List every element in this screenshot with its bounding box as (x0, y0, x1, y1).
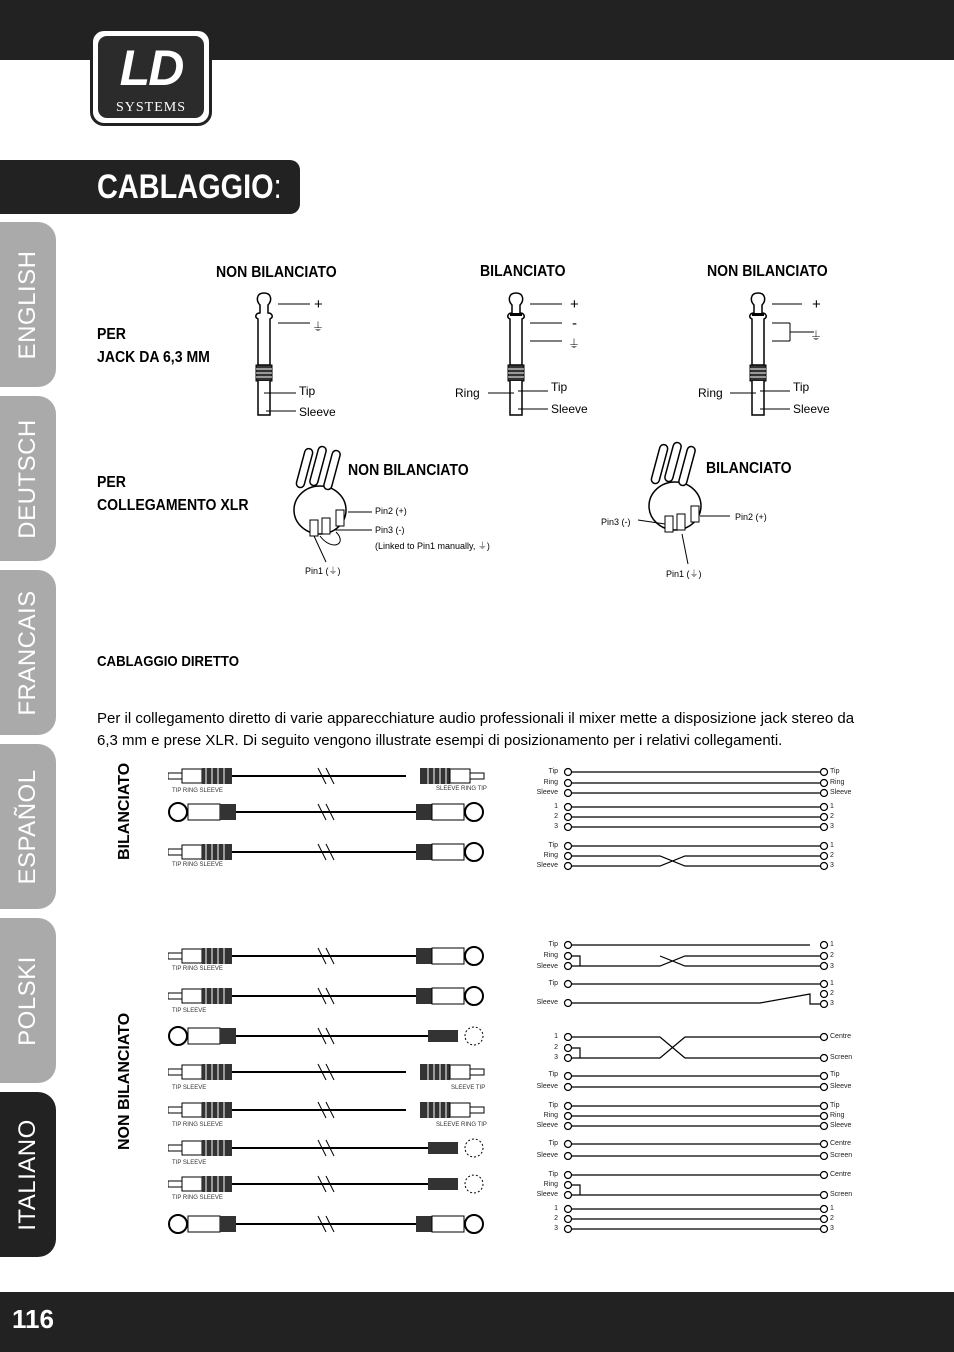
jack-col2-minus: - (572, 315, 577, 332)
jack-col3-heading: NON BILANCIATO (707, 263, 828, 280)
wire-label: Screen (830, 1152, 853, 1159)
jack-label-line2: JACK DA 6,3 MM (97, 349, 210, 366)
xlr-left-pin2: Pin2 (+) (375, 506, 407, 516)
section-heading: CABLAGGIO DIRETTO (97, 653, 240, 670)
logo-subtext: SYSTEMS (115, 100, 187, 115)
wire-label: Tip (830, 1071, 840, 1078)
tab-label: ENGLISH (14, 250, 41, 359)
wire-label: 2 (830, 852, 834, 859)
xlr-right-pin1: Pin1 (⏚) (666, 569, 702, 579)
wire-label: Ring (543, 1181, 558, 1188)
wire-label: Ring (543, 952, 558, 959)
wire-label: Screen (830, 1054, 853, 1061)
xlr-plugs-diagram (270, 440, 730, 580)
wire-label: 3 (554, 1054, 558, 1061)
xlr-left-pin3: Pin3 (-) (375, 525, 405, 535)
xlr-right-heading: BILANCIATO (706, 460, 792, 477)
jack-col1-sleeve: Sleeve (299, 405, 336, 419)
jack-col2-ring: Ring (455, 386, 480, 400)
wire-label: Tip (548, 1171, 558, 1178)
wire-label: Sleeve (536, 1122, 558, 1129)
jack-col2-sleeve: Sleeve (551, 402, 588, 416)
wire-label: 2 (554, 1044, 558, 1051)
cable-label: TIP SLEEVE (172, 1008, 207, 1014)
jack-col2-tip: Tip (551, 380, 568, 394)
tab-italiano[interactable] (0, 1092, 56, 1257)
wire-label: Ring (830, 1112, 845, 1119)
wire-label: 1 (554, 1205, 558, 1212)
cable-diagrams (168, 760, 488, 1250)
ground-icon: ⏚ (328, 566, 338, 576)
wire-label: Sleeve (536, 1191, 558, 1198)
tab-deutsch[interactable] (0, 396, 56, 561)
wire-label: Tip (830, 768, 840, 775)
wire-label: Screen (830, 1191, 853, 1198)
tab-label: DEUTSCH (14, 418, 41, 539)
side-label-balanced: BILANCIATO (116, 762, 133, 860)
wire-label: Sleeve (536, 789, 558, 796)
wire-label: Tip (548, 842, 558, 849)
cable-label: SLEEVE TIP (451, 1085, 486, 1091)
cable-label: TIP RING SLEEVE (172, 788, 223, 794)
wire-label: 1 (554, 803, 558, 810)
cable-label: TIP SLEEVE (172, 1160, 207, 1166)
wire-label: 1 (830, 842, 834, 849)
wire-label: 2 (830, 813, 834, 820)
wire-label: 2 (830, 952, 834, 959)
jack-col3-sleeve: Sleeve (793, 402, 830, 416)
wire-label: Tip (548, 941, 558, 948)
wire-label: Ring (543, 779, 558, 786)
wire-label: Ring (543, 852, 558, 859)
page-number: 116 (12, 1304, 54, 1334)
wire-label: Sleeve (536, 963, 558, 970)
jack-label-line1: PER (97, 326, 126, 343)
xlr-left-pin1: Pin1 (⏚) (305, 566, 341, 576)
wire-label: Tip (548, 768, 558, 775)
wire-label: 1 (830, 803, 834, 810)
xlr-left-note: (Linked to Pin1 manually, ⏚) (375, 541, 490, 551)
tab-espanol[interactable] (0, 744, 56, 909)
wire-label: Sleeve (830, 1083, 852, 1090)
side-label-unbalanced: NON BILANCIATO (116, 1012, 133, 1150)
tab-label: FRANCAIS (14, 589, 41, 716)
wire-label: Centre (830, 1171, 852, 1178)
jack-col1-tip: Tip (299, 384, 316, 398)
wire-label: 3 (554, 1225, 558, 1232)
xlr-label-line1: PER (97, 474, 126, 491)
xlr-right-pin3: Pin3 (-) (601, 517, 631, 527)
wire-label: 3 (830, 963, 834, 970)
wire-label: 1 (830, 1205, 834, 1212)
jack-col1-heading: NON BILANCIATO (216, 264, 337, 281)
xlr-left-heading: NON BILANCIATO (348, 462, 469, 479)
jack-col1-plus: + (314, 296, 323, 313)
wire-label: Tip (548, 980, 558, 987)
cable-label: TIP RING SLEEVE (172, 1195, 223, 1201)
jack-col3-plus: + (812, 296, 821, 313)
wire-label: Centre (830, 1140, 852, 1147)
tab-francais[interactable] (0, 570, 56, 735)
wire-label: 2 (830, 1215, 834, 1222)
section-paragraph: Per il collegamento diretto di varie apparecchiature audio professionali il mixer mette a disposizione jack stereo da 6,3 mm e prese XLR. Di seguito vengono illustrate esempi di posizionamento per i relativi collegamenti. (97, 710, 855, 749)
ground-icon: ⏚ (810, 329, 823, 343)
wire-label: Sleeve (536, 1152, 558, 1159)
cable-label: SLEEVE RING TIP (436, 786, 487, 792)
tab-label: ESPAÑOL (14, 768, 41, 885)
wire-label: Tip (548, 1140, 558, 1147)
jack-col3-ring: Ring (698, 386, 723, 400)
cable-label: TIP RING SLEEVE (172, 966, 223, 972)
wire-label: Tip (830, 1102, 840, 1109)
wire-label: 3 (830, 823, 834, 830)
wire-label: Centre (830, 1033, 852, 1040)
wire-label: Sleeve (536, 862, 558, 869)
xlr-label-line2: COLLEGAMENTO XLR (97, 497, 249, 514)
ground-icon: ⏚ (477, 541, 487, 551)
wire-label: Ring (543, 1112, 558, 1119)
wire-label: Sleeve (536, 999, 558, 1006)
cable-label: TIP SLEEVE (172, 1085, 207, 1091)
page-title: CABLAGGIO: (97, 168, 282, 206)
tab-polski[interactable] (0, 918, 56, 1083)
wire-label: 3 (554, 823, 558, 830)
ground-icon: ⏚ (689, 569, 699, 579)
cable-label: TIP RING SLEEVE (172, 862, 223, 868)
wire-label: Ring (830, 779, 845, 786)
wire-label: Sleeve (830, 1122, 852, 1129)
wire-label: 1 (554, 1033, 558, 1040)
jack-col2-plus: + (570, 296, 579, 313)
wiring-schematic (560, 760, 830, 1240)
ground-icon: ⏚ (568, 337, 581, 351)
wire-label: 2 (554, 813, 558, 820)
ld-systems-logo (90, 28, 212, 126)
tab-label: ITALIANO (14, 1118, 41, 1231)
jack-col3-tip: Tip (793, 380, 810, 394)
logo-text: LD (119, 40, 183, 96)
wire-label: 1 (830, 980, 834, 987)
wire-label: 3 (830, 862, 834, 869)
wire-label: Sleeve (536, 1083, 558, 1090)
ground-icon: ⏚ (312, 320, 325, 334)
wire-label: 3 (830, 1000, 834, 1007)
wire-label: 2 (554, 1215, 558, 1222)
xlr-right-pin2: Pin2 (+) (735, 512, 767, 522)
tab-label: POLSKI (14, 955, 41, 1046)
wire-label: 3 (830, 1225, 834, 1232)
jack-col2-heading: BILANCIATO (480, 263, 566, 280)
wire-label: Tip (548, 1071, 558, 1078)
bottom-bar (0, 1292, 954, 1352)
cable-label: TIP RING SLEEVE (172, 1122, 223, 1128)
tab-english[interactable] (0, 222, 56, 387)
wire-label: Sleeve (830, 789, 852, 796)
wire-label: 2 (830, 990, 834, 997)
cable-label: SLEEVE RING TIP (436, 1122, 487, 1128)
wire-label: Tip (548, 1102, 558, 1109)
wire-label: 1 (830, 941, 834, 948)
